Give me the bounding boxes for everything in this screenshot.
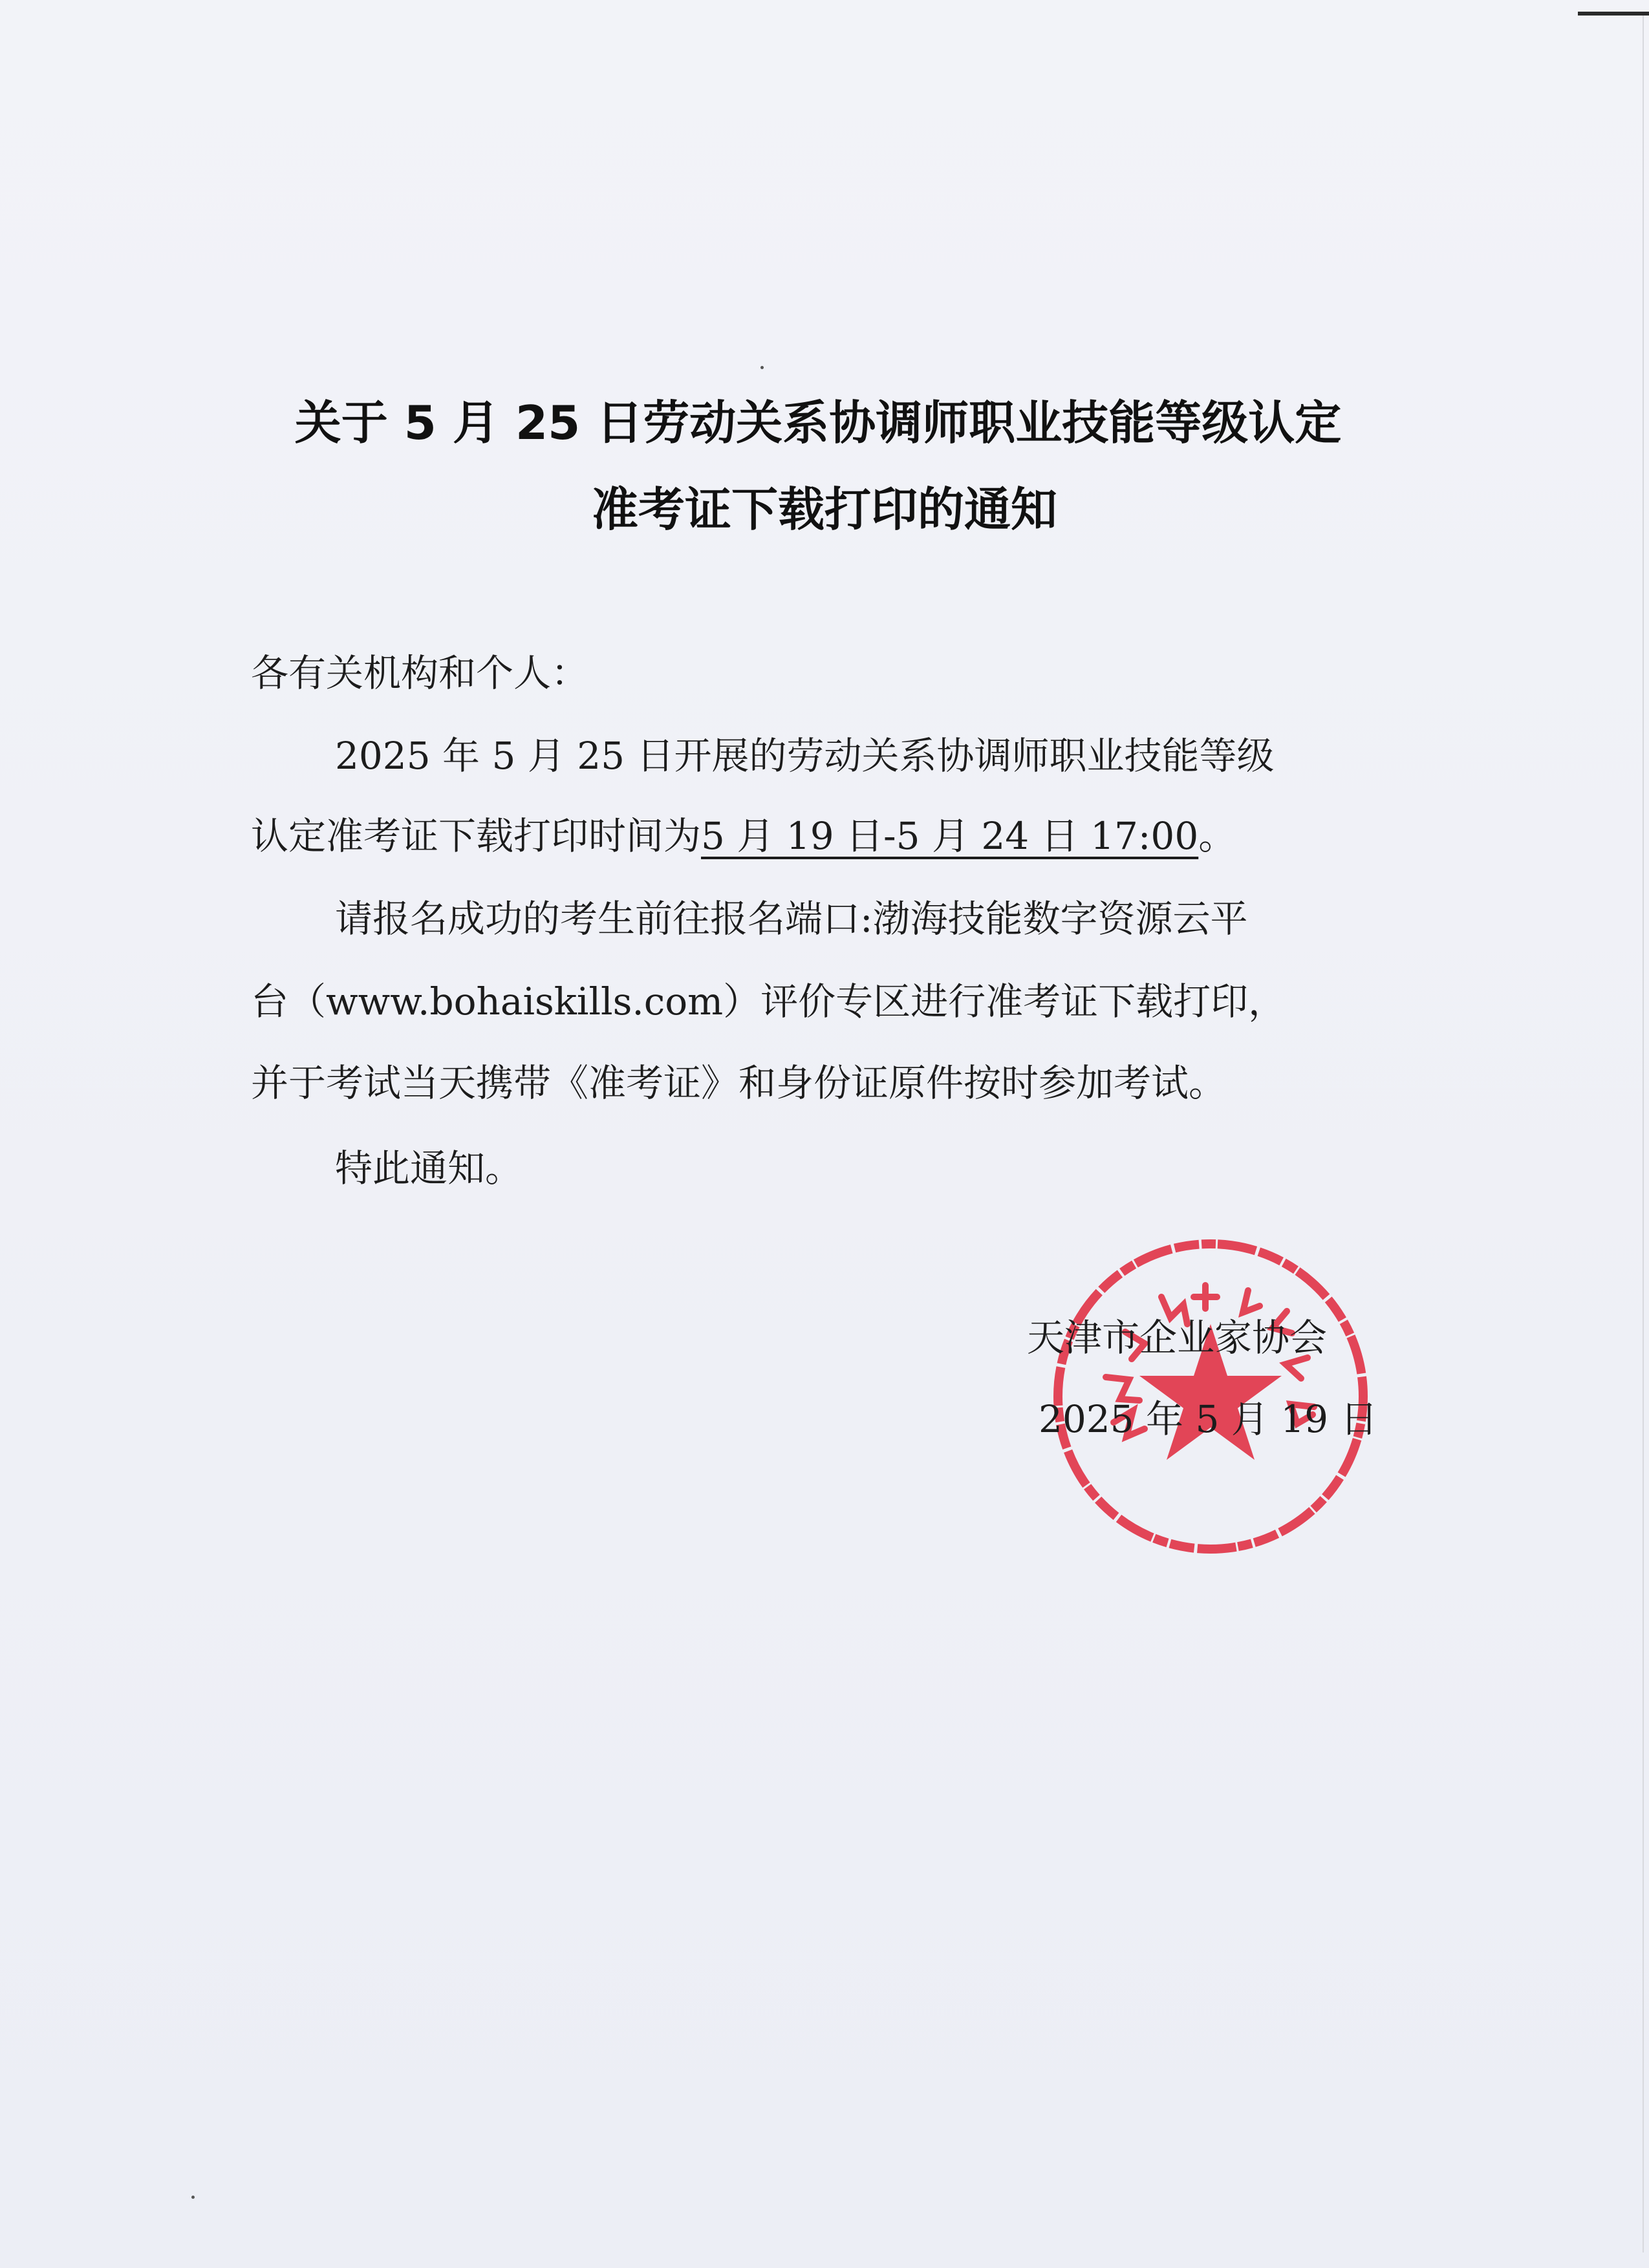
scan-speck xyxy=(760,366,764,369)
paragraph-2-line-2: 台（www.bohaiskills.com）评价专区进行准考证下载打印， xyxy=(251,979,1286,1023)
scan-edge-mark xyxy=(1578,12,1649,16)
paragraph-1-prefix: 认定准考证下载打印时间为 xyxy=(251,814,702,858)
closing-remark: 特此通知。 xyxy=(335,1146,523,1190)
scan-speck xyxy=(191,2196,195,2199)
salutation: 各有关机构和个人： xyxy=(251,651,589,695)
scan-edge-line xyxy=(1643,16,1644,2252)
paragraph-1-line-2 xyxy=(251,814,1236,858)
paragraph-1-suffix: 。 xyxy=(1198,814,1236,858)
paragraph-2-line-1: 请报名成功的考生前往报名端口:渤海技能数字资源云平 xyxy=(335,897,1248,941)
signature-date: 2025 年 5 月 19 日 xyxy=(1039,1397,1378,1441)
signature-organization: 天津市企业家协会 xyxy=(1027,1316,1328,1360)
seal-icon xyxy=(1042,1228,1379,1565)
paragraph-2-line-3: 并于考试当天携带《准考证》和身份证原件按时参加考试。 xyxy=(251,1061,1227,1105)
title-line-1: 关于 5 月 25 日劳动关系协调师职业技能等级认定 xyxy=(294,396,1342,450)
paragraph-1-line-1: 2025 年 5 月 25 日开展的劳动关系协调师职业技能等级 xyxy=(335,734,1275,778)
download-period: 5 月 19 日-5 月 24 日 17:00 xyxy=(701,814,1199,858)
title-line-2: 准考证下载打印的通知 xyxy=(591,482,1057,537)
official-seal xyxy=(1042,1228,1379,1565)
